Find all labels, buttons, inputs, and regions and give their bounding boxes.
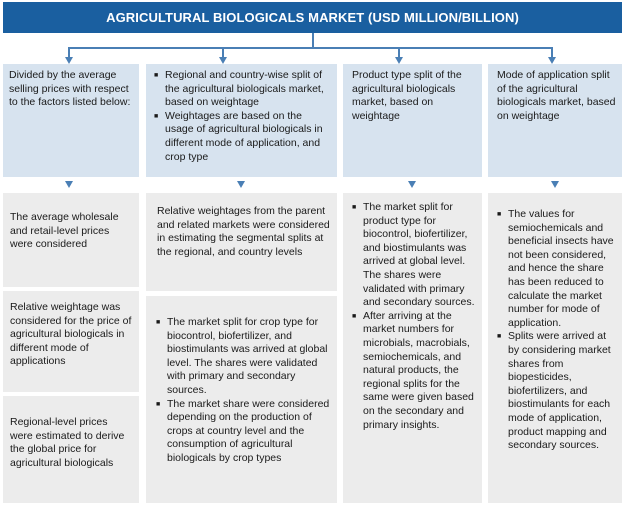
column-4-header (488, 64, 622, 177)
column-1-header (3, 64, 139, 177)
column-2-detail-text: Relative weightages from the parent and related markets were considered in estimating the segmental splits at the regional, and country levels (157, 205, 330, 258)
chart-title: AGRICULTURAL BIOLOGICALS MARKET (USD MILLION/BILLION) (3, 2, 622, 33)
column-1-detail-text: Relative weightage was considered for the price of agricultural biologicals in different mode of applications (10, 301, 132, 368)
column-4-detail-bullet: ■ The values for semiochemicals and beneficial insects have not been considered, and hence the share has been reduced to calculate the market number for mode of application. (497, 208, 616, 330)
column-4-detail (488, 193, 622, 503)
column-3-detail-bullet: ■ The market split for product type for biocontrol, biofertilizer, and biostimulants was arrived at global level. The shares were validated with primary and secondary sources. (352, 201, 476, 310)
column-1-header-text: Divided by the average selling prices with respect to the factors listed below: (9, 69, 131, 109)
column-1-detail (3, 193, 139, 287)
column-2-header (146, 64, 337, 177)
connector-drop (222, 47, 224, 57)
column-1-detail-text: The average wholesale and retail-level prices were considered (10, 211, 119, 251)
arrow-down-icon (237, 181, 245, 188)
column-2-header-bullet: ■ Regional and country-wise split of the agricultural biologicals market, based on weightage (154, 69, 331, 110)
column-2-detail (146, 296, 337, 503)
column-2-header-bullet: ■ Weightages are based on the usage of agricultural biologicals in different mode of application, and crop type (154, 110, 331, 164)
column-2-detail-bullet: ■ The market split for crop type for biocontrol, biofertilizer, and biostimulants was arrived at global level. The shares were validated with primary and secondary sources. (156, 316, 331, 398)
column-2-detail (146, 193, 337, 291)
column-2-detail-bullet: ■ The market share were considered depending on the production of crops at country level and the consumption of agricultural biologicals by crop types (156, 398, 331, 466)
arrow-down-icon (65, 57, 73, 64)
connector-drop (398, 47, 400, 57)
arrow-down-icon (65, 181, 73, 188)
connector-drop (551, 47, 553, 57)
column-1-detail (3, 291, 139, 392)
arrow-down-icon (219, 57, 227, 64)
column-1-detail (3, 396, 139, 503)
arrow-down-icon (408, 181, 416, 188)
column-3-detail (343, 193, 482, 503)
connector-trunk (312, 33, 314, 48)
arrow-down-icon (548, 57, 556, 64)
connector-bar (68, 47, 553, 49)
column-1-detail-text: Regional-level prices were estimated to derive the global price for agricultural biologicals (10, 416, 125, 469)
arrow-down-icon (551, 181, 559, 188)
column-4-header-text: Mode of application split of the agricultural biologicals market, based on weightage (497, 69, 616, 122)
connector-drop (68, 47, 70, 57)
column-3-header (343, 64, 482, 177)
column-4-detail-bullet: ■ Splits were arrived at by considering market shares from biopesticides, biofertilizers, and biostimulants for each mode of application, product mapping and secondary sources. (497, 330, 616, 452)
column-3-detail-bullet: ■ After arriving at the market numbers for microbials, macrobials, semiochemicals, and natural products, the regional splits for the same were given based on the secondary and primary insights. (352, 310, 476, 432)
column-3-header-text: Product type split of the agricultural biologicals market, based on weightage (352, 69, 462, 122)
arrow-down-icon (395, 57, 403, 64)
